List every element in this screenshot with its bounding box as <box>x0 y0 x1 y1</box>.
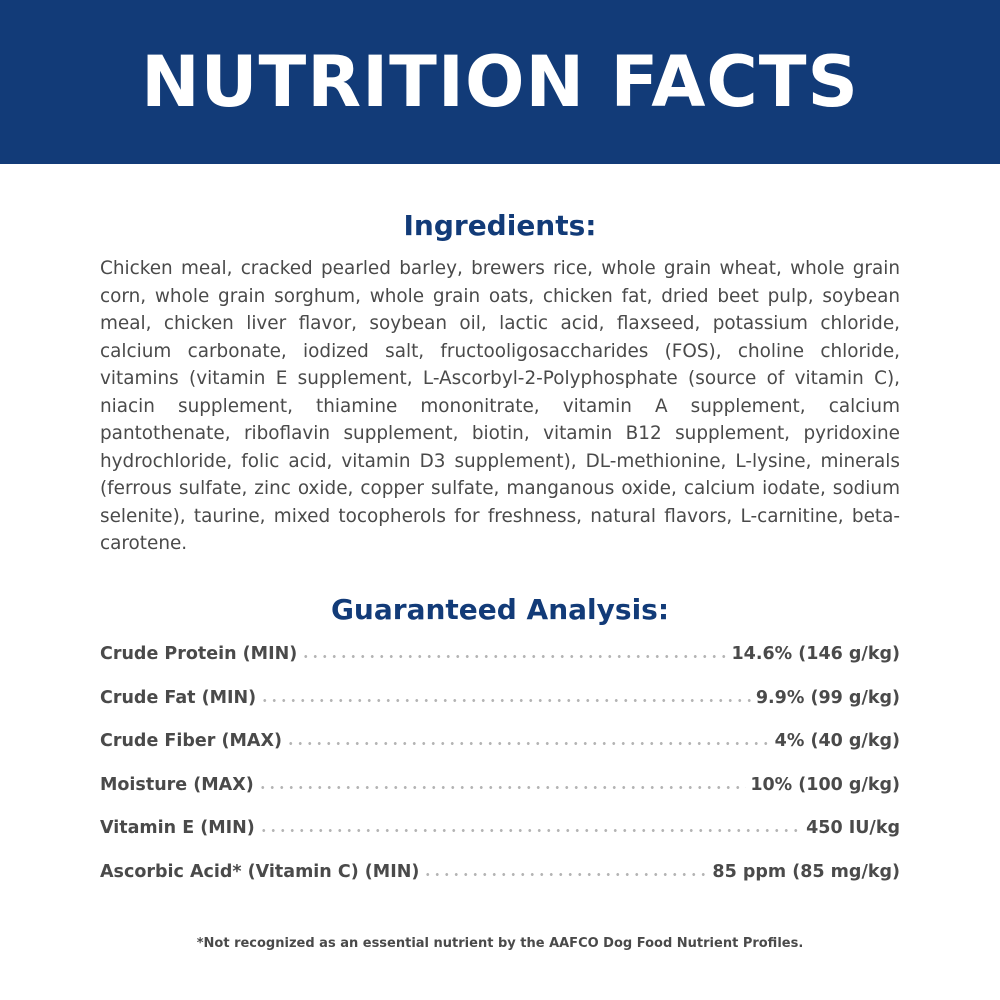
analysis-row-ascorbic-acid <box>100 862 900 906</box>
analysis-row-crude-fat <box>100 688 900 732</box>
page-title: NUTRITION FACTS <box>141 41 859 123</box>
guaranteed-analysis-table <box>100 644 900 906</box>
ingredients-text: Chicken meal, cracked pearled barley, brewers rice, whole grain wheat, whole grain corn, whole grain sorghum, whole grain oats, chicken fat, dried beet pulp, soybean meal, chicken liver flavor, soybean oil, lactic acid, flaxseed, potassium chloride, calcium carbonate, iodized salt, fructooligosaccharides (FOS), choline chloride, vitamins (vitamin E supplement, L-Ascorbyl-2-Polyphosphate (source of vitamin C), niacin supplement, thiamine mononitrate, vitamin A supplement, calcium pantothenate, riboflavin supplement, biotin, vitamin B12 supplement, pyridoxine hydrochloride, folic acid, vitamin D3 supplement), DL-methionine, L-lysine, minerals (ferrous sulfate, zinc oxide, copper sulfate, manganous oxide, calcium iodate, sodium selenite), taurine, mixed tocopherols for freshness, natural flavors, L-carnitine, beta-carotene. <box>100 258 900 554</box>
analysis-value: 9.9% (99 g/kg) <box>755 687 900 708</box>
header-banner <box>0 0 1000 164</box>
analysis-label: Vitamin E (MIN) <box>100 818 255 839</box>
analysis-row-vitamin-e <box>100 818 900 862</box>
guaranteed-analysis-heading: Guaranteed Analysis: <box>330 593 670 626</box>
analysis-value: 4% (40 g/kg) <box>774 731 900 752</box>
analysis-value: 10% (100 g/kg) <box>750 774 900 795</box>
analysis-row-crude-protein <box>100 644 900 688</box>
analysis-row-moisture <box>100 775 900 819</box>
analysis-label: Moisture (MAX) <box>100 774 254 795</box>
ingredients-heading: Ingredients: <box>403 209 597 242</box>
analysis-label: Crude Protein (MIN) <box>100 644 298 664</box>
analysis-label: Crude Fiber (MAX) <box>100 731 282 752</box>
analysis-row-crude-fiber <box>100 731 900 775</box>
footnote: *Not recognized as an essential nutrient by the AAFCO Dog Food Nutrient Profiles. <box>196 936 804 951</box>
analysis-value: 85 ppm (85 mg/kg) <box>712 861 900 882</box>
analysis-value: 450 IU/kg <box>806 818 900 839</box>
dot-leader <box>423 873 708 876</box>
dot-leader <box>259 829 802 832</box>
analysis-label: Crude Fat (MIN) <box>100 687 257 708</box>
analysis-label: Ascorbic Acid* (Vitamin C) (MIN) <box>100 861 420 882</box>
dot-leader <box>301 655 727 658</box>
dot-leader <box>286 742 771 745</box>
dot-leader <box>258 786 747 789</box>
dot-leader <box>260 699 752 702</box>
analysis-value: 14.6% (146 g/kg) <box>731 644 900 664</box>
